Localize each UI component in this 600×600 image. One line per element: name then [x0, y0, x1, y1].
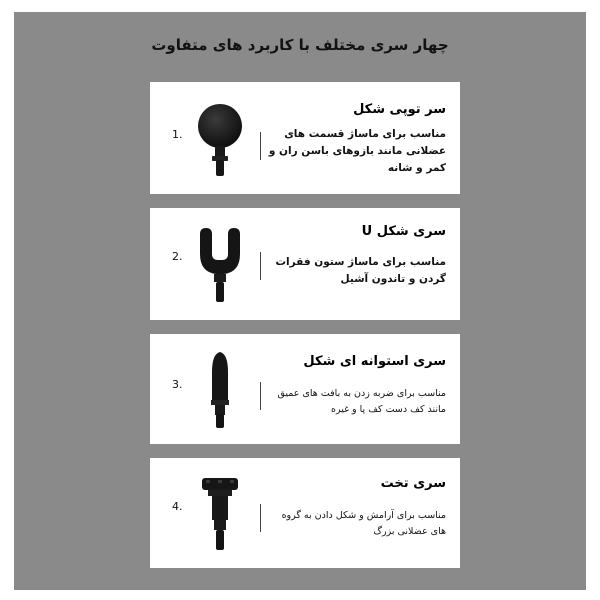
page-title: چهار سری مختلف با کاربرد های متفاوت [151, 36, 449, 54]
head-description: مناسب برای ضربه زدن به بافت های عمیق مانند کف دست کف پا و غیره [277, 388, 446, 415]
head-number: 2. [172, 250, 183, 263]
head-card-ball [150, 82, 460, 194]
head-number: 3. [172, 378, 183, 391]
head-title: سری استوانه ای شکل [303, 354, 446, 369]
head-title: سری شکل U [361, 224, 446, 239]
bullet-head-icon [188, 350, 252, 430]
head-description: مناسب برای ماساژ ستون فقرات گردن و تاندون آشیل [275, 256, 446, 285]
head-card-bullet [150, 334, 460, 444]
head-card-flat [150, 458, 460, 568]
head-description: مناسب برای ماساژ قسمت های عضلانی مانند بازوهای باسن ران و کمر و شانه [268, 128, 446, 174]
ball-head-icon [188, 100, 252, 180]
head-number: 1. [172, 128, 183, 141]
divider [260, 252, 261, 280]
head-title: سری تخت [380, 476, 446, 491]
divider [260, 504, 261, 532]
divider [260, 382, 261, 410]
head-title: سر توپی شکل [353, 102, 446, 117]
flat-head-icon [188, 474, 252, 554]
u-shaped-head-icon [188, 224, 252, 304]
head-description: مناسب برای آرامش و شکل دادن به گروه های عضلانی بزرگ [281, 510, 446, 537]
content-frame [14, 12, 586, 590]
head-number: 4. [172, 500, 183, 513]
head-card-u [150, 208, 460, 320]
divider [260, 132, 261, 160]
